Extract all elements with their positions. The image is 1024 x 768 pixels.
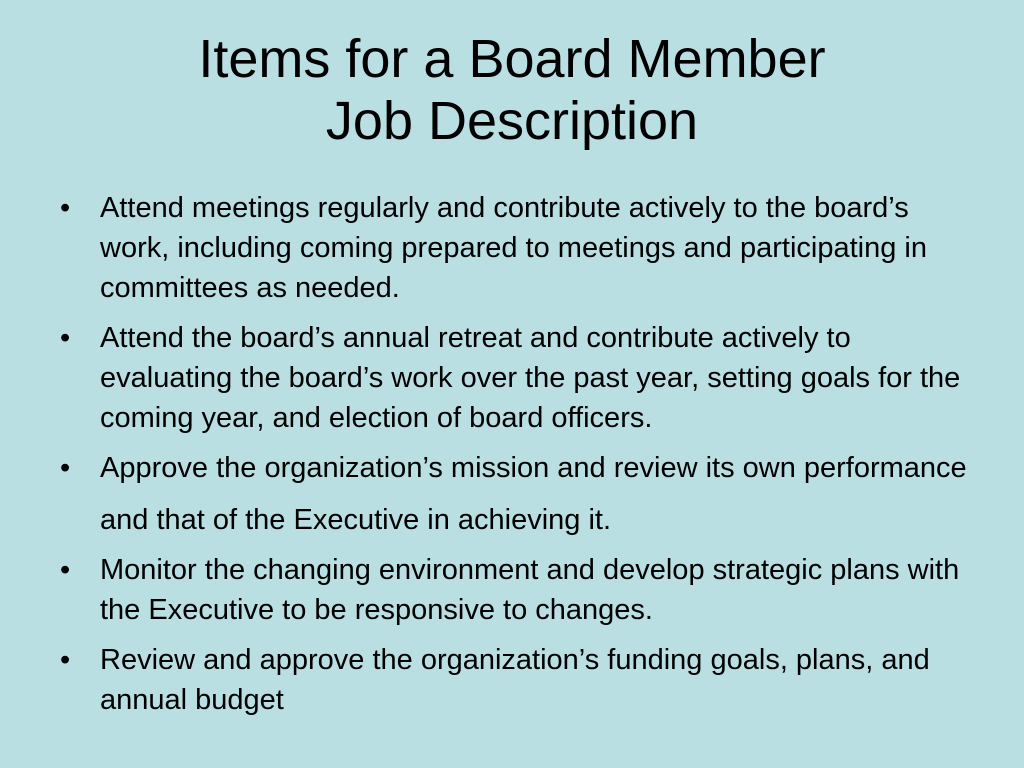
- bullet-item-1: [56, 188, 976, 308]
- bullet-text-2: Attend the board’s annual retreat and contribute actively to evaluating the board’s work over the past year, setting goals for the coming year, and election of board officers.: [100, 322, 961, 434]
- bullet-text-3: Approve the organization’s mission and review its own performance and that of the Executive in achieving it.: [100, 452, 967, 536]
- bullet-dot-icon: •: [60, 452, 71, 484]
- bullet-list: [56, 188, 976, 730]
- slide-title: [0, 28, 1024, 152]
- bullet-text-5: Review and approve the organization’s funding goals, plans, and annual budget: [100, 644, 930, 716]
- bullet-text-1: Attend meetings regularly and contribute actively to the board’s work, including coming prepared to meetings and participating in committees as needed.: [100, 192, 927, 304]
- bullet-item-3: [56, 442, 976, 546]
- slide-title-line-2: Job Description: [325, 91, 699, 151]
- bullet-dot-icon: •: [60, 644, 71, 676]
- bullet-item-4: [56, 550, 976, 630]
- bullet-dot-icon: •: [60, 192, 71, 224]
- bullet-dot-icon: •: [60, 322, 71, 354]
- bullet-dot-icon: •: [60, 554, 71, 586]
- slide-title-line-1: Items for a Board Member: [198, 29, 826, 89]
- bullet-item-5: [56, 640, 976, 720]
- bullet-text-4: Monitor the changing environment and develop strategic plans with the Executive to be responsive to changes.: [100, 554, 960, 626]
- bullet-item-2: [56, 318, 976, 438]
